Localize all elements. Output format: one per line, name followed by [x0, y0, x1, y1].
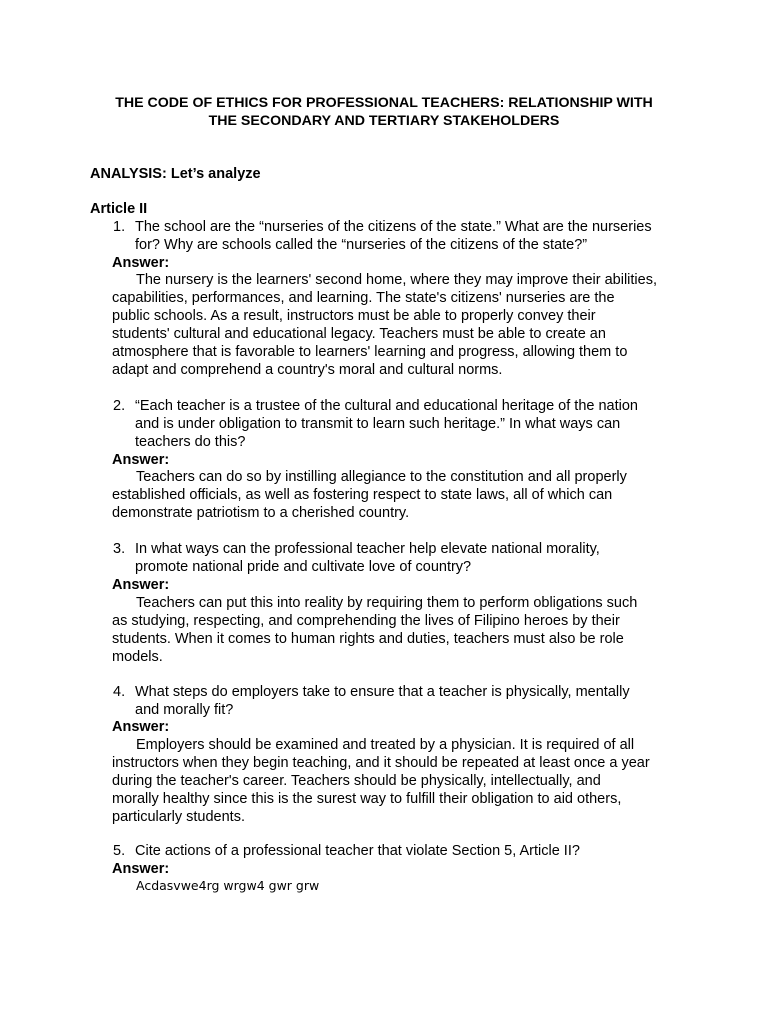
answer-line: instructors when they begin teaching, and it should be repeated at least once a year [112, 755, 650, 771]
answer-label: Answer: [112, 861, 170, 877]
answer-line: morally healthy since this is the surest way to fulfill their obligation to aid others, [112, 791, 622, 807]
answer-line: students. When it comes to human rights and duties, teachers must also be role [112, 631, 624, 647]
answer-line: atmosphere that is favorable to learners' learning and progress, allowing them to [112, 344, 628, 360]
answer-line: capabilities, performances, and learning. The state's citizens' nurseries are the [112, 290, 615, 306]
question-number: 1. [113, 219, 126, 235]
answer-label: Answer: [112, 577, 170, 593]
answer-line: students' cultural and educational legacy. Teachers must be able to create an [112, 326, 606, 342]
question-number: 5. [113, 843, 126, 859]
answer-line: demonstrate patriotism to a cherished country. [112, 505, 410, 521]
answer-4-text [112, 736, 680, 826]
answer-label: Answer: [112, 255, 170, 271]
question-line: “Each teacher is a trustee of the cultural and educational heritage of the nation [135, 398, 638, 414]
answer-line: public schools. As a result, instructors must be able to properly convey their [112, 308, 596, 324]
question-line: In what ways can the professional teacher help elevate national morality, [135, 541, 600, 557]
answer-line: models. [112, 649, 163, 665]
question-line: What steps do employers take to ensure that a teacher is physically, mentally [135, 684, 630, 700]
answer-line: The nursery is the learners' second home, where they may improve their abilities, [136, 272, 657, 288]
answer-line: Teachers can do so by instilling allegiance to the constitution and all properly [136, 469, 627, 485]
title-line-2: THE SECONDARY AND TERTIARY STAKEHOLDERS [208, 113, 560, 129]
question-line: Cite actions of a professional teacher that violate Section 5, Article II? [135, 843, 580, 859]
answer-line: adapt and comprehend a country's moral and cultural norms. [112, 362, 503, 378]
title-line-1: THE CODE OF ETHICS FOR PROFESSIONAL TEACHERS: RELATIONSHIP WITH [115, 95, 653, 111]
question-line: for? Why are schools called the “nurseries of the citizens of the state?” [135, 237, 588, 253]
answer-line: Teachers can put this into reality by requiring them to perform obligations such [136, 595, 638, 611]
answer-3-text [112, 594, 680, 666]
question-number: 3. [113, 541, 126, 557]
answer-line: Employers should be examined and treated by a physician. It is required of all [136, 737, 635, 753]
question-number: 2. [113, 398, 126, 414]
question-line: promote national pride and cultivate love of country? [135, 559, 472, 575]
answer-label: Answer: [112, 719, 170, 735]
answer-label: Answer: [112, 452, 170, 468]
answer-line: established officials, as well as fostering respect to state laws, all of which can [112, 487, 613, 503]
answer-line: during the teacher's career. Teachers should be physically, intellectually, and [112, 773, 601, 789]
answer-line: as studying, respecting, and comprehending the lives of Filipino heroes by their [112, 613, 620, 629]
question-line: teachers do this? [135, 434, 246, 450]
answer-line: particularly students. [112, 809, 245, 825]
answer-1-text [112, 271, 680, 379]
question-number: 4. [113, 684, 126, 700]
question-line: and is under obligation to transmit to learn such heritage.” In what ways can [135, 416, 621, 432]
answer-2-text [112, 468, 680, 522]
section-heading: ANALYSIS: Let’s analyze [90, 166, 261, 182]
document-title [80, 94, 688, 130]
answer-5-text: Acdasvwe4rg wrgw4 gwr grw [136, 878, 320, 893]
question-line: The school are the “nurseries of the citizens of the state.” What are the nurseries [135, 219, 652, 235]
question-line: and morally fit? [135, 702, 234, 718]
article-heading: Article II [90, 201, 148, 217]
